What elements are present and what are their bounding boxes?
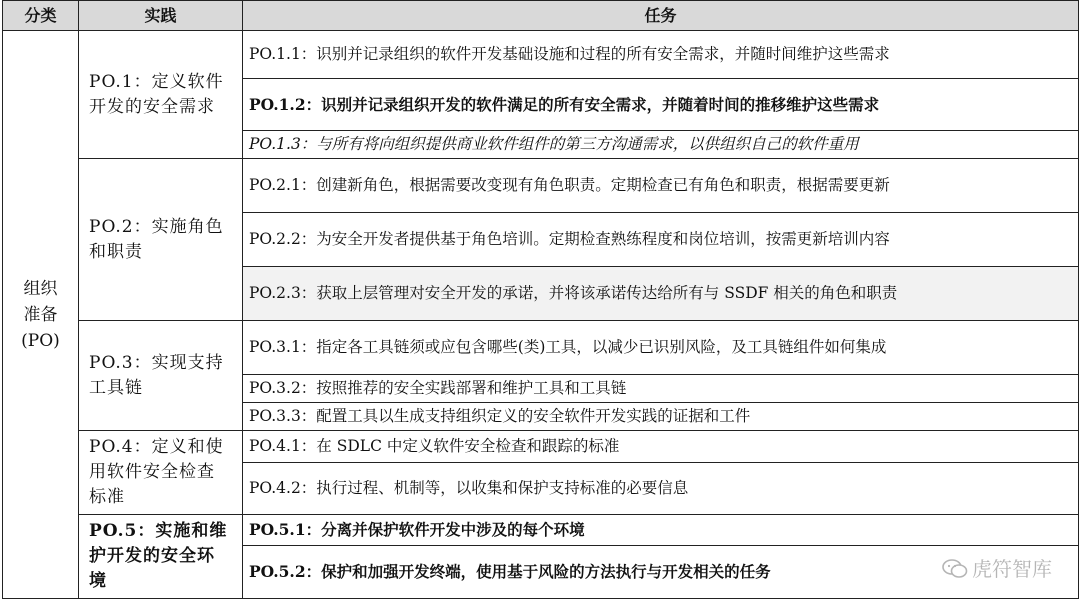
practice-po5: PO.5：实施和维护开发的安全环境 — [79, 515, 243, 599]
task-po-1-2: PO.1.2：识别并记录组织开发的软件满足的所有安全需求，并随着时间的推移维护这些需求 — [243, 79, 1079, 131]
task-po-1-3: PO.1.3：与所有将向组织提供商业软件组件的第三方沟通需求，以供组织自己的软件重用 — [243, 131, 1079, 159]
task-po-3-1: PO.3.1：指定各工具链须或应包含哪些(类)工具，以减少已识别风险，及工具链组件如何集成 — [243, 321, 1079, 375]
table-row — [3, 431, 1079, 463]
header-row — [3, 1, 1079, 31]
watermark — [942, 553, 1052, 582]
task-po-4-1: PO.4.1：在 SDLC 中定义软件安全检查和跟踪的标准 — [243, 431, 1079, 463]
practice-po4: PO.4：定义和使用软件安全检查标准 — [79, 431, 243, 515]
task-po-2-2: PO.2.2：为安全开发者提供基于角色培训。定期检查熟练程度和岗位培训，按需更新培训内容 — [243, 213, 1079, 267]
table-row — [3, 159, 1079, 213]
category-cell — [3, 31, 79, 599]
task-po-1-1: PO.1.1：识别并记录组织的软件开发基础设施和过程的所有安全需求，并随时间维护这些需求 — [243, 31, 1079, 79]
table-row — [3, 515, 1079, 546]
wechat-icon — [942, 559, 968, 579]
practice-po2: PO.2：实施角色和职责 — [79, 159, 243, 321]
category-line2: 准备 — [23, 304, 58, 325]
header-practice: 实践 — [79, 1, 243, 31]
table-row — [3, 31, 1079, 79]
task-po-3-2: PO.3.2：按照推荐的安全实践部署和维护工具和工具链 — [243, 375, 1079, 403]
table-row — [3, 321, 1079, 375]
category-line3: (PO) — [21, 330, 60, 351]
watermark-text: 虎符智库 — [972, 557, 1052, 581]
header-category: 分类 — [3, 1, 79, 31]
task-po-5-1: PO.5.1：分离并保护软件开发中涉及的每个环境 — [243, 515, 1079, 546]
task-po-2-3: PO.2.3：获取上层管理对安全开发的承诺，并将该承诺传达给所有与 SSDF 相关的角色和职责 — [243, 267, 1079, 321]
category-line1: 组织 — [23, 278, 58, 299]
header-task: 任务 — [243, 1, 1079, 31]
ssdf-po-table — [2, 0, 1079, 599]
task-po-2-1: PO.2.1：创建新角色，根据需要改变现有角色职责。定期检查已有角色和职责，根据需要更新 — [243, 159, 1079, 213]
task-po-3-3: PO.3.3：配置工具以生成支持组织定义的安全软件开发实践的证据和工件 — [243, 403, 1079, 431]
task-po-5-2: PO.5.2：保护和加强开发终端，使用基于风险的方法执行与开发相关的任务 — [243, 545, 1079, 598]
practice-po3: PO.3：实现支持工具链 — [79, 321, 243, 431]
practice-po1: PO.1：定义软件开发的安全需求 — [79, 31, 243, 159]
task-po-4-2: PO.4.2：执行过程、机制等，以收集和保护支持标准的必要信息 — [243, 463, 1079, 515]
